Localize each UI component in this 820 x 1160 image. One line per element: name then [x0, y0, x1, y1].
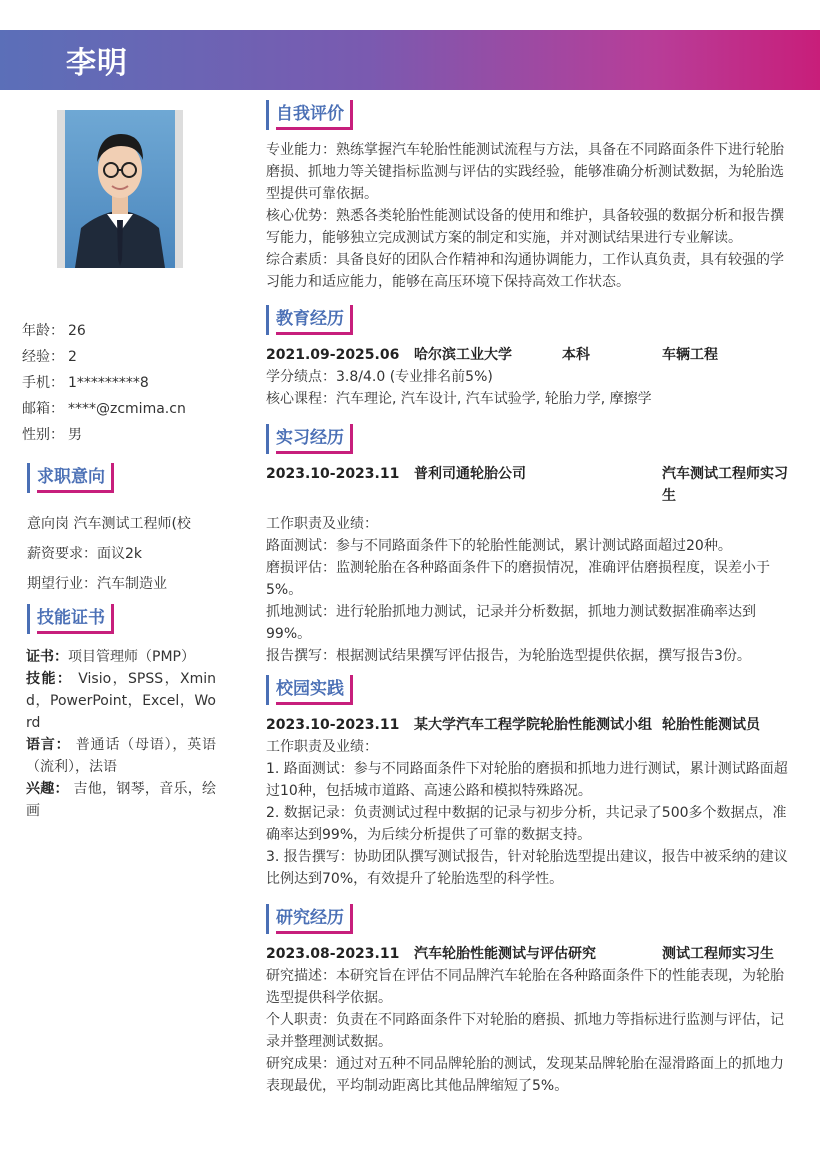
intent-industry: 期望行业：汽车制造业	[27, 576, 167, 592]
campus-date: 2023.10-2023.11	[266, 717, 400, 733]
campus-line: 3. 报告撰写：协助团队撰写测试报告，针对轮胎选型提出建议，报告中被采纳的建议比例达到70%，有效提升了轮胎选型的科学性。	[266, 849, 788, 887]
campus-line: 工作职责及业绩：	[266, 739, 378, 755]
section-title-internship: 实习经历	[266, 424, 353, 454]
header-banner	[0, 30, 820, 90]
section-bar	[266, 305, 269, 335]
education-degree: 本科	[562, 347, 590, 363]
section-title-self-eval: 自我评价	[266, 100, 353, 130]
profile-photo	[57, 110, 183, 268]
research-date: 2023.08-2023.11	[266, 946, 400, 962]
campus-line: 1. 路面测试：参与不同路面条件下对轮胎的磨损和抓地力进行测试，累计测试路面超过10种，包括城市道路、高速公路和模拟特殊路况。	[266, 761, 788, 799]
education-content	[266, 344, 796, 410]
internship-content	[266, 463, 796, 667]
campus-content	[266, 714, 796, 890]
internship-line: 磨损评估：监测轮胎在各种路面条件下的磨损情况，准确评估磨损程度，误差小于5%。	[266, 560, 770, 598]
hobby-row: 兴趣： 吉他，钢琴，音乐，绘画	[26, 781, 217, 819]
section-title-education: 教育经历	[266, 305, 353, 335]
skill-row: 技能： Visio，SPSS，Xmind，PowerPoint，Excel，Word	[26, 671, 217, 731]
intent-position: 意向岗 汽车测试工程师(校	[27, 516, 191, 532]
job-intent	[27, 509, 227, 599]
internship-company: 普利司通轮胎公司	[414, 466, 526, 482]
internship-role: 汽车测试工程师实习生	[662, 466, 788, 504]
internship-line: 报告撰写：根据测试结果撰写评估报告，为轮胎选型提供依据，撰写报告3份。	[266, 648, 751, 664]
internship-line: 路面测试：参与不同路面条件下的轮胎性能测试，累计测试路面超过20种。	[266, 538, 732, 554]
info-row-phone: 手机： 1*********8	[22, 375, 149, 391]
research-header	[266, 943, 796, 965]
campus-org: 某大学汽车工程学院轮胎性能测试小组	[414, 717, 652, 733]
education-gpa: 学分绩点：3.8/4.0 (专业排名前5%)	[266, 369, 493, 385]
candidate-name: 李明	[66, 46, 128, 81]
intent-salary: 薪资要求：面议2k	[27, 546, 143, 562]
cert-row: 证书：项目管理师（PMP）	[26, 649, 195, 665]
research-project: 汽车轮胎性能测试与评估研究	[414, 946, 596, 962]
section-title-campus: 校园实践	[266, 675, 353, 705]
section-bar	[266, 424, 269, 454]
section-title-research: 研究经历	[266, 904, 353, 934]
section-bar	[27, 463, 30, 493]
section-bar	[27, 604, 30, 634]
self-eval-line: 专业能力：熟练掌握汽车轮胎性能测试流程与方法，具备在不同路面条件下进行轮胎磨损、抓地力等关键指标监测与评估的实践经验，能够准确分析测试数据，为轮胎选型提供可靠依据。	[266, 142, 784, 202]
research-line: 研究描述：本研究旨在评估不同品牌汽车轮胎在各种路面条件下的性能表现，为轮胎选型提供科学依据。	[266, 968, 784, 1006]
skills-certificates	[26, 646, 216, 822]
internship-line: 抓地测试：进行轮胎抓地力测试，记录并分析数据，抓地力测试数据准确率达到99%。	[266, 604, 756, 642]
education-major: 车辆工程	[662, 347, 718, 363]
info-row-age: 年龄： 26	[22, 323, 86, 339]
section-bar	[266, 100, 269, 130]
section-bar	[266, 675, 269, 705]
section-bar	[266, 904, 269, 934]
info-row-email: 邮箱： ****@zcmima.cn	[22, 401, 186, 417]
section-title-intent: 求职意向	[27, 463, 114, 493]
personal-info	[22, 318, 186, 448]
info-row-gender: 性别： 男	[22, 427, 82, 443]
research-content	[266, 943, 796, 1097]
self-eval-content	[266, 139, 796, 293]
research-role: 测试工程师实习生	[662, 946, 774, 962]
education-courses: 核心课程：汽车理论, 汽车设计, 汽车试验学, 轮胎力学, 摩擦学	[266, 391, 652, 407]
language-row: 语言： 普通话（母语），英语（流利），法语	[26, 737, 217, 775]
self-eval-line: 核心优势：熟悉各类轮胎性能测试设备的使用和维护，具备较强的数据分析和报告撰写能力，能够独立完成测试方案的制定和实施，并对测试结果进行专业解读。	[266, 208, 784, 246]
education-date: 2021.09-2025.06	[266, 347, 400, 363]
research-line: 研究成果：通过对五种不同品牌轮胎的测试，发现某品牌轮胎在湿滑路面上的抓地力表现最优，平均制动距离比其他品牌缩短了5%。	[266, 1056, 784, 1094]
research-line: 个人职责：负责在不同路面条件下对轮胎的磨损、抓地力等指标进行监测与评估，记录并整理测试数据。	[266, 1012, 784, 1050]
campus-header	[266, 714, 796, 736]
internship-line: 工作职责及业绩：	[266, 516, 378, 532]
info-row-experience: 经验： 2	[22, 349, 77, 365]
internship-date: 2023.10-2023.11	[266, 466, 400, 482]
education-header	[266, 344, 796, 366]
internship-header	[266, 463, 796, 507]
campus-role: 轮胎性能测试员	[662, 717, 760, 733]
education-school: 哈尔滨工业大学	[414, 347, 512, 363]
campus-line: 2. 数据记录：负责测试过程中数据的记录与初步分析，共记录了500多个数据点，准确率达到99%，为后续分析提供了可靠的数据支持。	[266, 805, 787, 843]
section-title-skills: 技能证书	[27, 604, 114, 634]
self-eval-line: 综合素质：具备良好的团队合作精神和沟通协调能力，工作认真负责，具有较强的学习能力和适应能力，能够在高压环境下保持高效工作状态。	[266, 252, 784, 290]
